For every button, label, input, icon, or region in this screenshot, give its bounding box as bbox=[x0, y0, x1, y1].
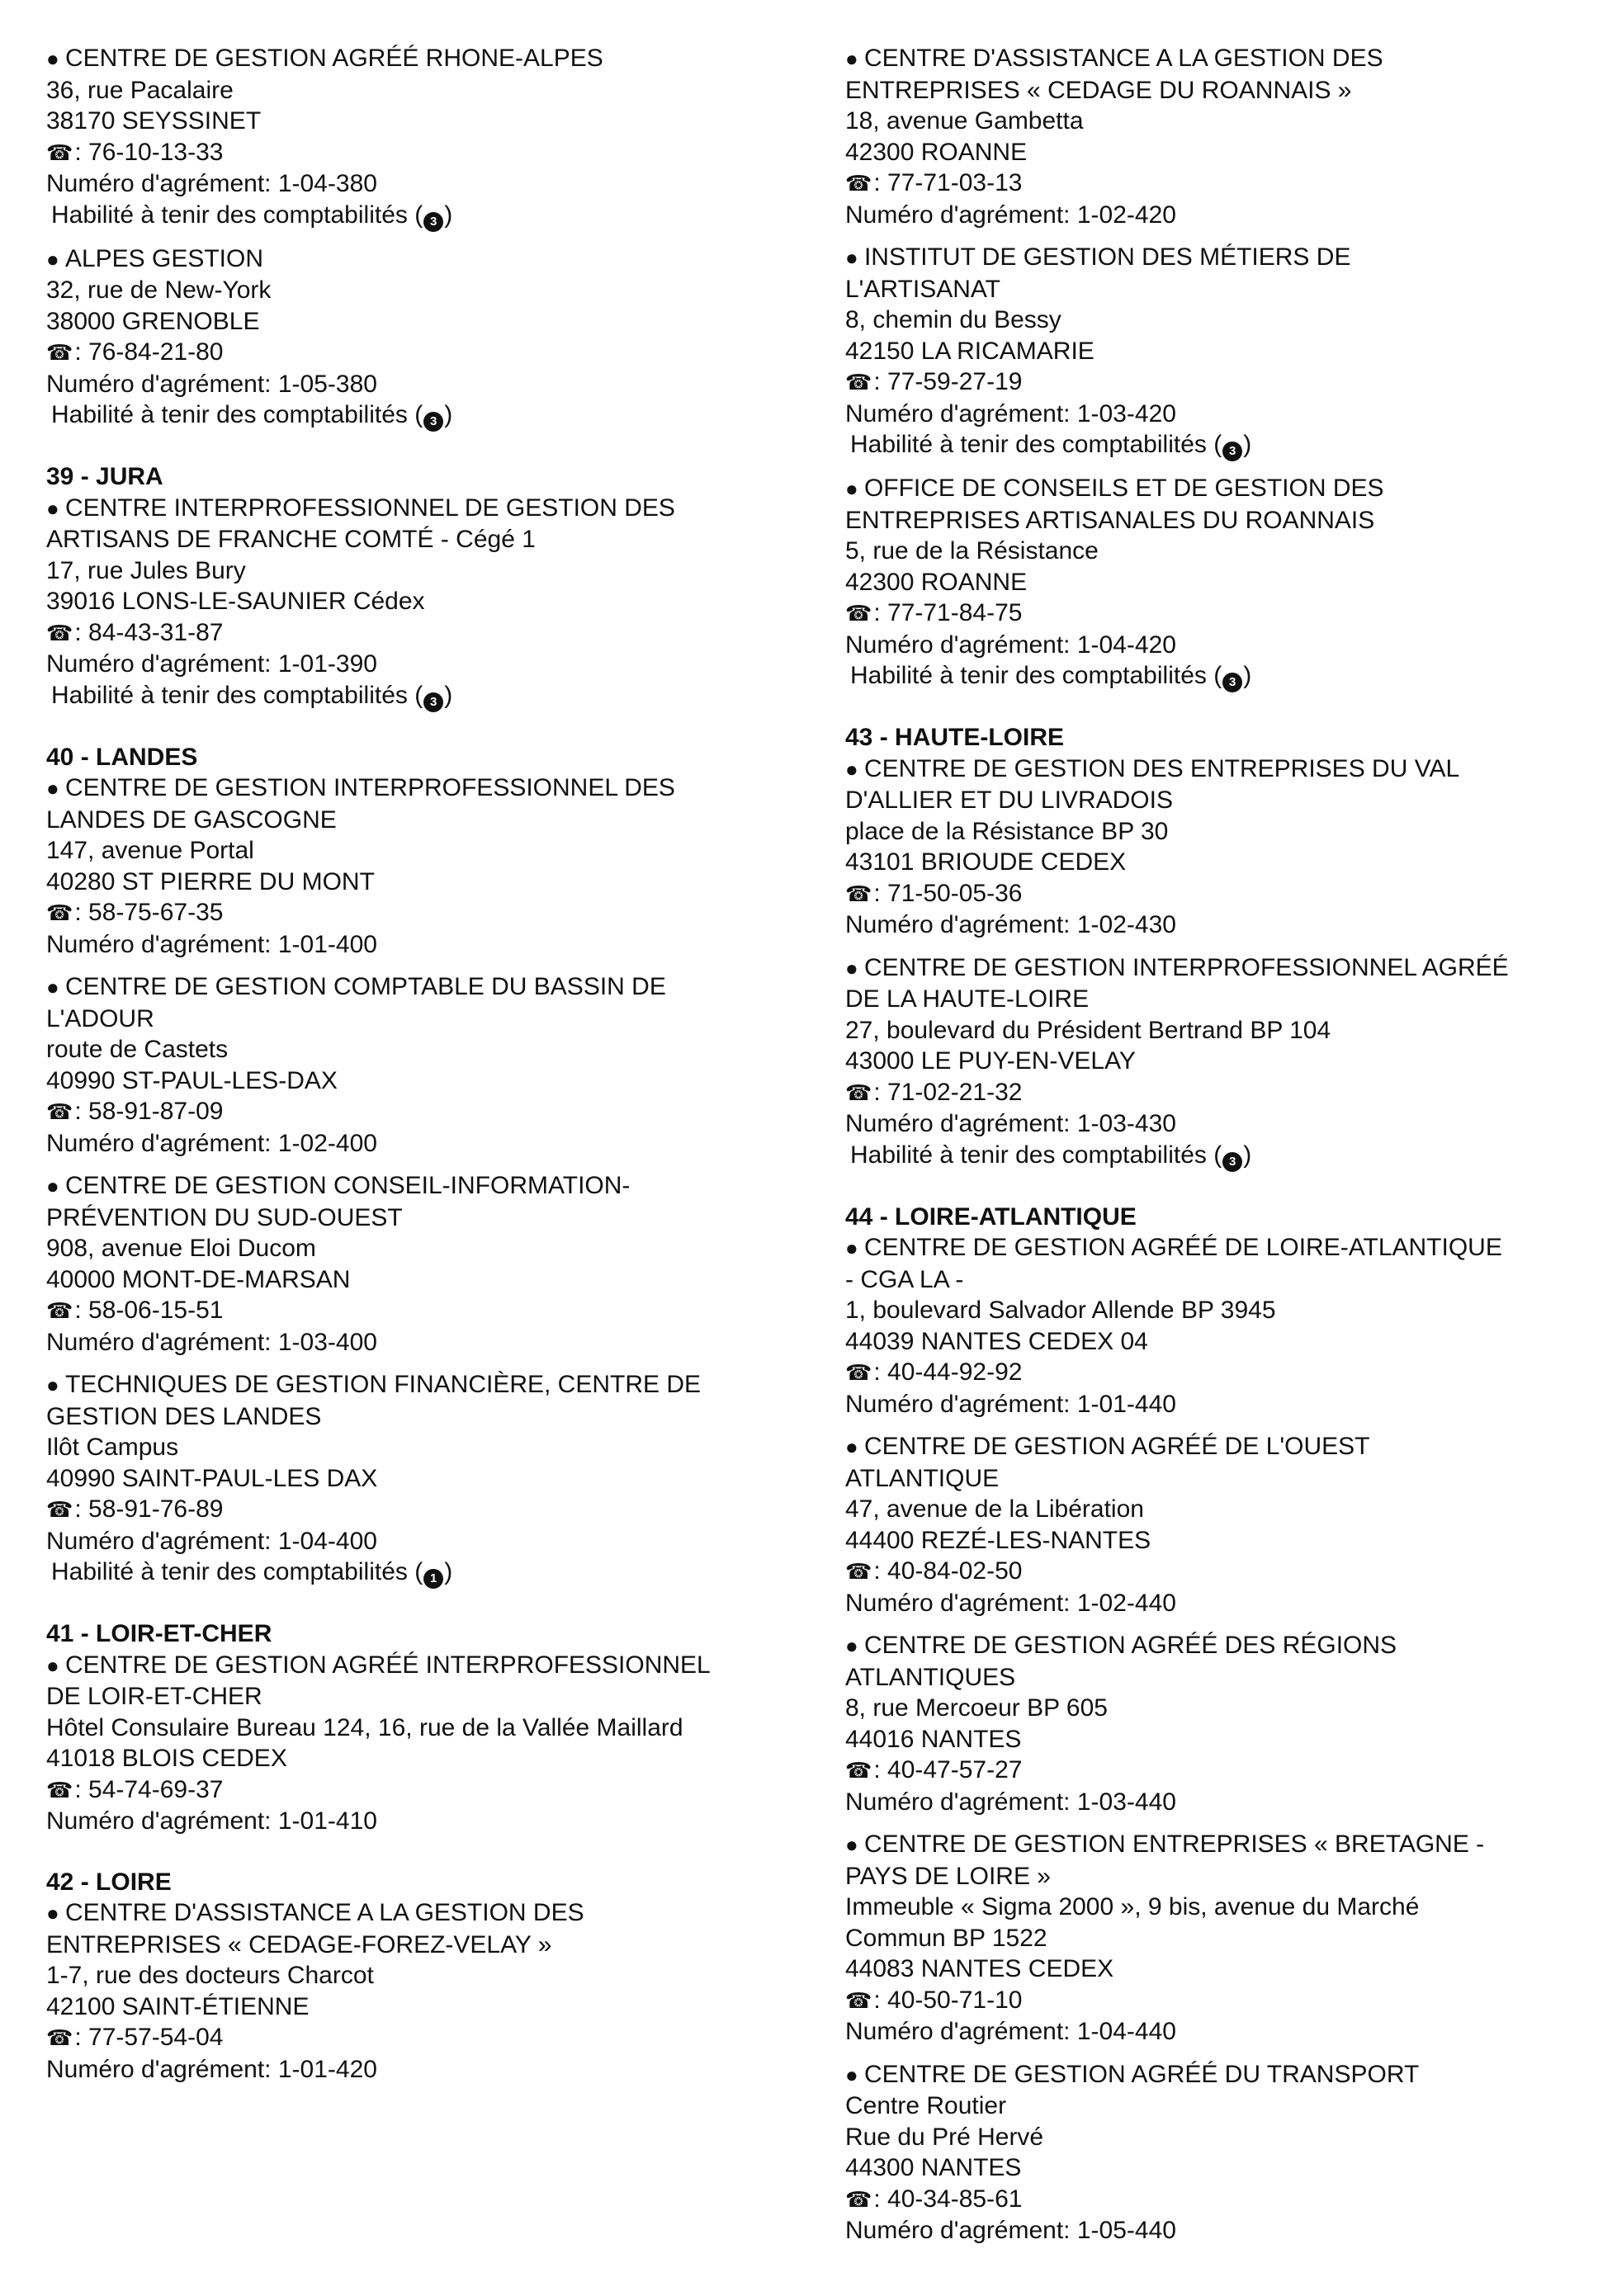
entry-name: ● INSTITUT DE GESTION DES MÉTIERS DE bbox=[845, 242, 1588, 274]
habilitation-note bbox=[845, 660, 1588, 692]
entry-address: 5, rue de la Résistance bbox=[845, 537, 1099, 565]
entry-name: ENTREPRISES ARTISANALES DU ROANNAIS bbox=[845, 506, 1375, 534]
entry-phone bbox=[46, 1774, 814, 1807]
phone-icon: ☎ bbox=[46, 1099, 73, 1124]
phone-number: : 77-71-03-13 bbox=[867, 169, 1023, 196]
entry-address: 8, rue Mercoeur BP 605 bbox=[845, 1694, 1108, 1722]
phone-icon: ☎ bbox=[46, 1777, 73, 1802]
habilitation-close: ) bbox=[1243, 1141, 1252, 1169]
phone-icon: ☎ bbox=[845, 1559, 872, 1584]
directory-entry bbox=[845, 1630, 1588, 1817]
entry-agreement: Numéro d'agrément: 1-04-380 bbox=[46, 170, 377, 197]
habilitation-note bbox=[845, 429, 1588, 461]
entry-name: ● OFFICE DE CONSEILS ET DE GESTION DES bbox=[845, 473, 1588, 505]
phone-icon: ☎ bbox=[845, 370, 872, 394]
entry-name: ● CENTRE DE GESTION AGRÉÉ RHONE-ALPES bbox=[46, 43, 814, 75]
entry-phone bbox=[845, 878, 1588, 910]
entry-address: 47, avenue de la Libération bbox=[845, 1495, 1144, 1523]
entry-address: 41018 BLOIS CEDEX bbox=[46, 1745, 287, 1772]
circled-number-icon: 3 bbox=[1222, 442, 1242, 461]
entry-name: PAYS DE LOIRE » bbox=[845, 1862, 1051, 1890]
entry-address: 42300 ROANNE bbox=[845, 138, 1028, 166]
entry-agreement: Numéro d'agrément: 1-02-420 bbox=[845, 201, 1176, 229]
habilitation-close: ) bbox=[444, 681, 453, 709]
habilitation-close: ) bbox=[1243, 662, 1252, 689]
entry-name: LANDES DE GASCOGNE bbox=[46, 805, 337, 834]
phone-number: : 58-75-67-35 bbox=[68, 899, 224, 926]
entry-name: - CGA LA - bbox=[845, 1265, 964, 1293]
directory-entry bbox=[845, 473, 1588, 692]
entry-name: ● CENTRE INTERPROFESSIONNEL DE GESTION DES bbox=[46, 493, 814, 525]
entry-name: ATLANTIQUES bbox=[845, 1663, 1016, 1691]
phone-number: : 54-74-69-37 bbox=[68, 1775, 224, 1803]
directory-entry bbox=[845, 1431, 1588, 1618]
habilitation-note bbox=[46, 200, 814, 232]
phone-icon: ☎ bbox=[46, 139, 73, 165]
phone-number: : 40-50-71-10 bbox=[867, 1986, 1023, 2014]
directory-entry bbox=[845, 1829, 1588, 2048]
habilitation-text: Habilité à tenir des comptabilités ( bbox=[51, 401, 423, 428]
department-section bbox=[845, 43, 1588, 692]
entry-name: ARTISANS DE FRANCHE COMTÉ - Cégé 1 bbox=[46, 526, 536, 553]
entry-name: ● TECHNIQUES DE GESTION FINANCIÈRE, CENTRE DE bbox=[46, 1369, 814, 1401]
entry-phone bbox=[845, 1077, 1588, 1109]
phone-icon: ☎ bbox=[845, 1987, 872, 2013]
entry-address: 40990 SAINT-PAUL-LES DAX bbox=[46, 1464, 378, 1492]
entry-address: 32, rue de New-York bbox=[46, 276, 272, 304]
circled-number-icon: 1 bbox=[423, 1569, 443, 1589]
entry-agreement: Numéro d'agrément: 1-02-430 bbox=[845, 911, 1176, 938]
directory-entry bbox=[46, 243, 814, 432]
entry-address: Immeuble « Sigma 2000 », 9 bis, avenue du Marché bbox=[845, 1893, 1420, 1920]
phone-icon: ☎ bbox=[845, 881, 872, 906]
entry-phone bbox=[46, 2022, 814, 2054]
entry-name: ● CENTRE DE GESTION AGRÉÉ DE LOIRE-ATLANTIQUE bbox=[845, 1232, 1588, 1264]
directory-entry bbox=[46, 1650, 814, 1837]
department-heading: 41 - LOIR-ET-CHER bbox=[46, 1620, 272, 1647]
entry-name: DE LA HAUTE-LOIRE bbox=[845, 985, 1090, 1013]
entry-phone bbox=[845, 2184, 1588, 2216]
entry-address: 8, chemin du Bessy bbox=[845, 306, 1061, 333]
phone-icon: ☎ bbox=[46, 620, 73, 645]
directory-entry bbox=[845, 952, 1588, 1172]
directory-entry bbox=[46, 493, 814, 712]
phone-icon: ☎ bbox=[46, 1497, 73, 1522]
directory-entry bbox=[845, 242, 1588, 461]
habilitation-close: ) bbox=[1243, 431, 1252, 458]
entry-phone bbox=[845, 598, 1588, 630]
entry-agreement: Numéro d'agrément: 1-02-440 bbox=[845, 1589, 1176, 1617]
phone-number: : 76-10-13-33 bbox=[68, 138, 224, 166]
entry-name: ● CENTRE DE GESTION AGRÉÉ INTERPROFESSIONNEL bbox=[46, 1650, 814, 1682]
habilitation-note bbox=[845, 1140, 1588, 1172]
directory-entry bbox=[845, 43, 1588, 230]
entry-agreement: Numéro d'agrément: 1-04-400 bbox=[46, 1527, 377, 1555]
department-heading: 43 - HAUTE-LOIRE bbox=[845, 724, 1065, 751]
habilitation-close: ) bbox=[444, 201, 453, 229]
phone-number: : 84-43-31-87 bbox=[68, 618, 224, 646]
habilitation-text: Habilité à tenir des comptabilités ( bbox=[850, 431, 1222, 458]
entry-name: ● CENTRE DE GESTION AGRÉÉ DE L'OUEST bbox=[845, 1431, 1588, 1463]
habilitation-close: ) bbox=[444, 1558, 453, 1585]
entry-phone bbox=[46, 897, 814, 929]
circled-number-icon: 3 bbox=[423, 212, 443, 232]
entry-name: DE LOIR-ET-CHER bbox=[46, 1683, 262, 1710]
phone-number: : 58-91-87-09 bbox=[68, 1098, 224, 1125]
entry-address: 17, rue Jules Bury bbox=[46, 556, 246, 584]
entry-address: 27, boulevard du Président Bertrand BP 104 bbox=[845, 1016, 1331, 1044]
directory-entry bbox=[46, 1369, 814, 1589]
directory-entry bbox=[46, 43, 814, 232]
entry-phone bbox=[845, 366, 1588, 399]
circled-number-icon: 3 bbox=[1222, 1152, 1242, 1172]
phone-icon: ☎ bbox=[845, 1758, 872, 1783]
entry-address: 1-7, rue des docteurs Charcot bbox=[46, 1962, 374, 1989]
circled-number-icon: 3 bbox=[423, 412, 443, 432]
phone-number: : 77-71-84-75 bbox=[867, 599, 1023, 626]
entry-agreement: Numéro d'agrément: 1-03-440 bbox=[845, 1788, 1176, 1816]
entry-phone bbox=[845, 1556, 1588, 1588]
entry-phone bbox=[46, 1295, 814, 1327]
circled-number-icon: 3 bbox=[1222, 673, 1242, 692]
phone-number: : 71-02-21-32 bbox=[867, 1078, 1023, 1106]
entry-name: ENTREPRISES « CEDAGE-FOREZ-VELAY » bbox=[46, 1930, 552, 1958]
habilitation-note bbox=[46, 1557, 814, 1589]
phone-number: : 40-44-92-92 bbox=[867, 1358, 1023, 1386]
entry-agreement: Numéro d'agrément: 1-03-400 bbox=[46, 1328, 377, 1356]
entry-name: ● CENTRE D'ASSISTANCE A LA GESTION DES bbox=[845, 43, 1588, 75]
department-section bbox=[845, 1202, 1588, 2246]
phone-number: : 58-91-76-89 bbox=[68, 1495, 224, 1523]
entry-address: 38000 GRENOBLE bbox=[46, 307, 260, 335]
entry-phone bbox=[46, 337, 814, 369]
entry-address: 44039 NANTES CEDEX 04 bbox=[845, 1327, 1148, 1355]
entry-agreement: Numéro d'agrément: 1-01-410 bbox=[46, 1807, 377, 1835]
entry-address: 44400 REZÉ-LES-NANTES bbox=[845, 1526, 1151, 1554]
entry-address: route de Castets bbox=[46, 1036, 229, 1063]
department-heading: 40 - LANDES bbox=[46, 743, 198, 771]
entry-phone bbox=[845, 1755, 1588, 1787]
habilitation-text: Habilité à tenir des comptabilités ( bbox=[850, 1141, 1222, 1169]
entry-address: 42300 ROANNE bbox=[845, 568, 1028, 596]
phone-number: : 58-06-15-51 bbox=[68, 1297, 224, 1324]
phone-icon: ☎ bbox=[46, 340, 73, 365]
entry-name: ● CENTRE DE GESTION CONSEIL-INFORMATION- bbox=[46, 1170, 814, 1202]
directory-entry bbox=[845, 1232, 1588, 1420]
entry-address: 39016 LONS-LE-SAUNIER Cédex bbox=[46, 588, 425, 615]
entry-address: 40990 ST-PAUL-LES-DAX bbox=[46, 1066, 338, 1094]
department-section bbox=[46, 43, 814, 432]
entry-agreement: Numéro d'agrément: 1-04-420 bbox=[845, 631, 1176, 659]
department-heading: 39 - JURA bbox=[46, 463, 163, 490]
phone-number: : 77-57-54-04 bbox=[68, 2024, 224, 2051]
entry-agreement: Numéro d'agrément: 1-05-440 bbox=[845, 2217, 1176, 2244]
phone-number: : 77-59-27-19 bbox=[867, 368, 1023, 395]
entry-agreement: Numéro d'agrément: 1-01-400 bbox=[46, 930, 377, 958]
entry-name: D'ALLIER ET DU LIVRADOIS bbox=[845, 787, 1173, 814]
phone-number: : 40-84-02-50 bbox=[867, 1557, 1023, 1585]
entry-name: ● CENTRE DE GESTION AGRÉÉ DU TRANSPORT bbox=[845, 2059, 1588, 2091]
directory-entry bbox=[46, 1897, 814, 2085]
phone-icon: ☎ bbox=[845, 601, 872, 626]
entry-address: Rue du Pré Hervé bbox=[845, 2123, 1044, 2151]
left-column bbox=[46, 43, 814, 2085]
entry-name: ● CENTRE DE GESTION COMPTABLE DU BASSIN DE bbox=[46, 971, 814, 1004]
phone-number: : 40-34-85-61 bbox=[867, 2185, 1023, 2213]
phone-number: : 40-47-57-27 bbox=[867, 1756, 1023, 1783]
entry-address: 38170 SEYSSINET bbox=[46, 107, 262, 135]
habilitation-close: ) bbox=[444, 401, 453, 428]
entry-agreement: Numéro d'agrément: 1-01-390 bbox=[46, 650, 377, 678]
entry-address: 42150 LA RICAMARIE bbox=[845, 337, 1094, 365]
entry-agreement: Numéro d'agrément: 1-01-440 bbox=[845, 1390, 1176, 1418]
entry-address: 40280 ST PIERRE DU MONT bbox=[46, 867, 375, 895]
phone-icon: ☎ bbox=[46, 2025, 73, 2050]
entry-agreement: Numéro d'agrément: 1-03-420 bbox=[845, 399, 1176, 428]
entry-address: Centre Routier bbox=[845, 2092, 1007, 2119]
entry-name: ● CENTRE D'ASSISTANCE A LA GESTION DES bbox=[46, 1897, 814, 1930]
department-heading: 44 - LOIRE-ATLANTIQUE bbox=[845, 1202, 1137, 1231]
habilitation-text: Habilité à tenir des comptabilités ( bbox=[51, 681, 423, 709]
department-section bbox=[46, 461, 814, 712]
entry-agreement: Numéro d'agrément: 1-05-380 bbox=[46, 370, 377, 398]
entry-phone bbox=[845, 1985, 1588, 2017]
phone-icon: ☎ bbox=[46, 1298, 73, 1323]
habilitation-note bbox=[46, 680, 814, 712]
department-section bbox=[46, 1618, 814, 1837]
entry-address: 1, boulevard Salvador Allende BP 3945 bbox=[845, 1297, 1276, 1324]
entry-phone bbox=[46, 1096, 814, 1128]
entry-address: place de la Résistance BP 30 bbox=[845, 817, 1169, 845]
directory-entry bbox=[46, 1170, 814, 1358]
phone-icon: ☎ bbox=[845, 2186, 872, 2212]
right-column bbox=[845, 43, 1588, 2246]
department-section bbox=[46, 742, 814, 1590]
directory-entry bbox=[845, 754, 1588, 941]
entry-name: L'ADOUR bbox=[46, 1004, 154, 1032]
entry-name: ● ALPES GESTION bbox=[46, 243, 814, 276]
entry-name: GESTION DES LANDES bbox=[46, 1402, 322, 1430]
entry-address: 40000 MONT-DE-MARSAN bbox=[46, 1265, 351, 1293]
entry-name: ● CENTRE DE GESTION ENTREPRISES « BRETAGNE - bbox=[845, 1829, 1588, 1861]
entry-phone bbox=[46, 1494, 814, 1526]
entry-name: ● CENTRE DE GESTION INTERPROFESSIONNEL DES bbox=[46, 772, 814, 805]
entry-address: 36, rue Pacalaire bbox=[46, 76, 234, 104]
entry-name: L'ARTISANAT bbox=[845, 275, 1000, 303]
entry-name: ENTREPRISES « CEDAGE DU ROANNAIS » bbox=[845, 76, 1352, 104]
habilitation-text: Habilité à tenir des comptabilités ( bbox=[51, 201, 423, 229]
entry-address: Hôtel Consulaire Bureau 124, 16, rue de la Vallée Maillard bbox=[46, 1713, 683, 1741]
department-heading: 42 - LOIRE bbox=[46, 1868, 172, 1896]
phone-icon: ☎ bbox=[845, 1079, 872, 1105]
entry-phone bbox=[46, 137, 814, 169]
phone-icon: ☎ bbox=[845, 171, 872, 196]
entry-address: 43101 BRIOUDE CEDEX bbox=[845, 848, 1127, 876]
circled-number-icon: 3 bbox=[423, 692, 443, 712]
entry-agreement: Numéro d'agrément: 1-01-420 bbox=[46, 2055, 377, 2083]
entry-address: 43000 LE PUY-EN-VELAY bbox=[845, 1047, 1136, 1075]
phone-number: : 76-84-21-80 bbox=[68, 338, 224, 366]
directory-entry bbox=[46, 772, 814, 960]
phone-number: : 71-50-05-36 bbox=[867, 879, 1023, 907]
entry-address: 44016 NANTES bbox=[845, 1725, 1022, 1753]
habilitation-text: Habilité à tenir des comptabilités ( bbox=[51, 1558, 423, 1585]
entry-name: PRÉVENTION DU SUD-OUEST bbox=[46, 1203, 403, 1231]
entry-phone bbox=[845, 168, 1588, 200]
entry-name: ● CENTRE DE GESTION DES ENTREPRISES DU VAL bbox=[845, 754, 1588, 786]
entry-agreement: Numéro d'agrément: 1-04-440 bbox=[845, 2018, 1176, 2045]
entry-address: 908, avenue Eloi Ducom bbox=[46, 1235, 316, 1262]
department-section bbox=[845, 722, 1588, 1172]
entry-address: 18, avenue Gambetta bbox=[845, 107, 1084, 135]
directory-entry bbox=[46, 971, 814, 1159]
entry-name: ● CENTRE DE GESTION AGRÉÉ DES RÉGIONS bbox=[845, 1630, 1588, 1662]
phone-icon: ☎ bbox=[845, 1360, 872, 1385]
entry-phone bbox=[46, 617, 814, 650]
entry-name: ● CENTRE DE GESTION INTERPROFESSIONNEL AGRÉÉ bbox=[845, 952, 1588, 985]
entry-name: ATLANTIQUE bbox=[845, 1464, 1000, 1492]
entry-agreement: Numéro d'agrément: 1-02-400 bbox=[46, 1129, 377, 1157]
entry-address: Commun BP 1522 bbox=[845, 1924, 1047, 1952]
entry-phone bbox=[845, 1357, 1588, 1389]
entry-address: 42100 SAINT-ÉTIENNE bbox=[46, 1992, 310, 2020]
habilitation-note bbox=[46, 399, 814, 432]
entry-address: 147, avenue Portal bbox=[46, 837, 254, 864]
habilitation-text: Habilité à tenir des comptabilités ( bbox=[850, 662, 1222, 689]
department-section bbox=[46, 1867, 814, 2086]
entry-address: 44083 NANTES CEDEX bbox=[845, 1955, 1114, 1982]
entry-agreement: Numéro d'agrément: 1-03-430 bbox=[845, 1110, 1176, 1137]
phone-icon: ☎ bbox=[46, 900, 73, 925]
directory-entry bbox=[845, 2059, 1588, 2246]
entry-address: Ilôt Campus bbox=[46, 1434, 179, 1461]
entry-address: 44300 NANTES bbox=[845, 2154, 1022, 2181]
